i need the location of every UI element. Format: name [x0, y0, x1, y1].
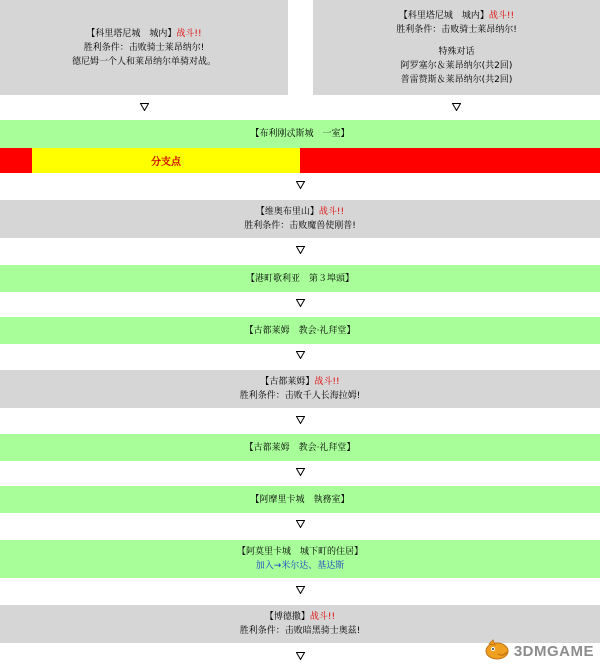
- down-arrow-icon: [294, 350, 306, 360]
- event-lehm-church: [0, 317, 600, 344]
- branch-red-left: [0, 148, 32, 173]
- victory-condition: 胜利条件：击败骑士莱昂纳尔!: [83, 42, 205, 53]
- down-arrow-icon: [138, 102, 150, 112]
- branch-point-bar: [0, 148, 600, 173]
- site-watermark: [484, 638, 594, 664]
- event-lehm-battle: [0, 370, 600, 408]
- event-title: 【古都莱姆 教会·礼拜堂】: [244, 325, 356, 336]
- event-viobryl: [0, 200, 600, 238]
- event-almorica-town: [0, 540, 600, 578]
- victory-condition: 胜利条件：击败千人长海拉姆!: [239, 391, 361, 401]
- down-arrow-icon: [294, 245, 306, 255]
- branch-red-right: [300, 148, 600, 173]
- join-members: 加入→米尔达、基达斯: [255, 561, 345, 571]
- battle-label: 战斗!!: [314, 377, 340, 387]
- special-dialogue-2: 普雷赞斯＆莱昂纳尔(共2回): [400, 74, 513, 85]
- event-title: 【港町歌利亚 第３埠頭】: [245, 273, 354, 284]
- dragon-logo-icon: [484, 639, 510, 664]
- victory-condition: 胜利条件：击败暗黑骑士奥兹!: [239, 626, 361, 636]
- down-arrow-icon: [294, 415, 306, 425]
- watermark-text: 3DMGAME: [513, 642, 594, 660]
- battle-label: 战斗!!: [488, 10, 515, 21]
- victory-condition: 胜利条件：击败魔兽使刚普!: [244, 221, 356, 231]
- event-top-right: [313, 0, 600, 95]
- event-title: 【阿摩里卡城 執務室】: [250, 494, 350, 505]
- event-brigantes: [0, 120, 600, 148]
- down-arrow-icon: [294, 585, 306, 595]
- down-arrow-icon: [294, 298, 306, 308]
- event-title: 【科里塔尼城 城内】: [398, 10, 489, 21]
- event-top-left: [0, 0, 288, 95]
- event-lehm-church: [0, 434, 600, 461]
- event-title: 【科里塔尼城 城内】: [86, 28, 177, 39]
- down-arrow-icon: [294, 467, 306, 477]
- event-title: 【古都莱姆 教会·礼拜堂】: [244, 442, 356, 453]
- victory-condition: 胜利条件：击败骑士莱昂纳尔!: [396, 24, 517, 35]
- battle-label: 战斗!!: [309, 612, 336, 622]
- event-title: 【布利刚忒斯城 一室】: [250, 129, 350, 139]
- event-golyat: [0, 265, 600, 292]
- event-title: 【古都莱姆】: [260, 377, 315, 387]
- event-title: 【维奥布里山】: [255, 207, 319, 217]
- branch-point-label: 分支点: [32, 148, 300, 173]
- down-arrow-icon: [294, 651, 306, 661]
- down-arrow-icon: [450, 102, 462, 112]
- event-title: 【博德撒】: [264, 612, 310, 622]
- battle-label: 战斗!!: [318, 207, 345, 217]
- down-arrow-icon: [294, 519, 306, 529]
- down-arrow-icon: [294, 180, 306, 190]
- event-almorica-office: [0, 486, 600, 513]
- special-dialogue-title: 特殊对话: [438, 46, 475, 57]
- special-dialogue-1: 阿罗塞尔＆莱昂纳尔(共2回): [400, 60, 513, 71]
- event-note: 德尼姆一个人和莱昂纳尔单骑对战。: [71, 56, 216, 67]
- battle-label: 战斗!!: [176, 28, 202, 39]
- event-title: 【阿莫里卡城 城下町的住居】: [236, 547, 363, 557]
